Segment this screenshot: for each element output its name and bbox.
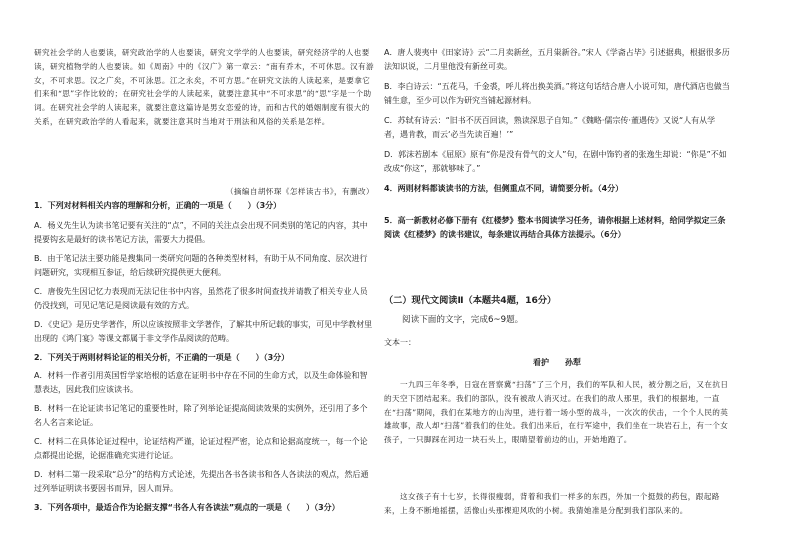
q2-option-d: D．材料二第一段采取“总分”的结构方式论述，先提出各书各读书和各人各读法的观点，然后通过列举证明读书要因书而异，因人而异。 bbox=[34, 470, 369, 493]
reading-instruction: 阅读下面的文字，完成6~9题。 bbox=[402, 315, 524, 325]
intro-passage: 研究社会学的人也要读，研究政治学的人也要读，研究文学学的人也要读，研究经济学的人也要读，研究植物学的人也要读。如《周南》中的《汉广》第一章云：“南有乔木，不可休思。汉有游女，不可求思。汉之广矣，不可泳思。江之永矣，不可方思。”在研究文法的人读起来，是要拿它们来和“思”字作比较的；在研究社会学的人读起来，就要注意其中“不可求思”的“思”字是一个助词。在研究社会学的人读起来，就要注意这篇诗是男女恋爱的诗，而和古代的婚姻制度有很大的关系，在研究政治学的人看起来，就要注意其时当地对于刑法和风俗的关系是怎样。 bbox=[34, 48, 375, 126]
text-label: 文本一： bbox=[384, 338, 416, 347]
q1-option-a: A．杨义先生认为读书笔记要有关注的“点”，不同的关注点会出现不同类别的笔记的内容，其中提要钩玄是最好的读书笔记方法，需要大力提倡。 bbox=[34, 221, 368, 244]
question-3: 3．下列各项中，最适合作为论据支撑“书各人有各读法”观点的一项是（ ）（3分） bbox=[34, 503, 340, 512]
q1-option-c: C．唐俊先生因记忆力表现而无法记住书中内容，虽然花了很多时间查找并请教了相关专业人员仍没找到，可见记笔记是阅读最有效的方式。 bbox=[34, 287, 368, 310]
question-2: 2．下列关于两则材料论证的相关分析，不正确的一项是（ ）（3分） bbox=[34, 353, 290, 362]
q2-option-c: C．材料二在具体论证过程中，论证结构严谨，论证过程严密，论点和论据高度统一，每一个论点都提出论据，论据准确充实进行论证。 bbox=[34, 437, 368, 460]
q1-option-b: B．由于笔记法主要功能是搜集同一类研究问题的各种类型材料，有助于从不同角度、层次进行问题研究，实现相互参证，给后续研究提供更大便利。 bbox=[34, 254, 368, 277]
story-paragraph-2: 这女孩子有十七岁，长得很瘦弱，背着和我们一样多的东西，外加一个挺鼓的药包，跟起路来，上身不断地摇摆，活像山头那棵迎风吹的小树。我猜她准是分配到我们部队来的。 bbox=[384, 492, 720, 515]
story-paragraph-1: 一九四三年冬季，日寇在晋察冀“扫荡”了三个月，我们的军队和人民，被分割之后，又在抗日的天空下团结起来。我们的部队，没有被敌人消灭过。在我们的敌人那里，我们的根据地，一直在“扫荡”期间，我们在某地方的山沟里，进行着一场小型的战斗，一次次的伏击，一个个人民的英雄故事，敌人却“扫荡”着我们的住处。我们出来后，在行军途中，我们坐在一块岩石上，有一个女孩子，一只脚踩在河边一块石头上，眼睛望着前边的山，开始地跑了。 bbox=[384, 380, 729, 445]
q3-option-d: D．郭沫若剧本《屈原》原有“你是没有骨气的文人”句，在剧中饰钓者的张逸生却说：“你是”不如改成“你这”，那就够味了。” bbox=[384, 150, 727, 173]
q1-option-d: D．《史记》是历史学著作，所以应该按照非文学著作，了解其中所记载的事实，可见中学教材里出现的《鸿门宴》等课文都属于非文学作品阅读的范畴。 bbox=[34, 320, 373, 343]
question-5: 5．高一新教材必修下册有《红楼梦》整本书阅读学习任务，请你根据上述材料，给同学拟定三条阅读《红楼梦》的读书建议，每条建议再结合具体方法提示。（6分） bbox=[384, 216, 726, 239]
passage-citation: （摘编自胡怀琛《怎样读古书》，有删改） bbox=[225, 187, 374, 196]
q3-option-c: C．苏轼有诗云：“旧书不厌百回读，熟读深思子自知。”《魏略·儒宗传·董遇传》又说“人有从学者，遇肯教，而云‘必当先读百遍！’” bbox=[384, 116, 716, 139]
section-title: （二）现代文阅读Ⅱ（本题共4题，16分） bbox=[384, 295, 557, 306]
q3-option-b: B．李白诗云：“五花马，千金裘，呼儿将出换美酒。”将这句话结合唐人小说可知，唐代酒店也做当铺生意，至少可以作为研究当铺起源材料。 bbox=[384, 82, 730, 105]
story-title: 看护 孙犁 bbox=[533, 358, 581, 367]
question-4: 4．两则材料都谈读书的方法，但侧重点不同，请简要分析。（4分） bbox=[384, 184, 624, 193]
q2-option-a: A．材料一作者引用英国哲学家培根的话意在证明书中存在不同的生命方式，以及生命体验和智慧表达，因此我们应该读书。 bbox=[34, 371, 368, 394]
q3-option-a: A．唐人裴夷中《田家诗》云“二月卖新丝，五月粜新谷。”宋人《学斋占毕》引述据典，根据很多历法知识说，二月里他没有新丝可卖。 bbox=[384, 48, 730, 71]
q2-option-b: B．材料一在论证读书记笔记的重要性时，除了列举论证提高阅读效果的实例外，还引用了多个名人名言来论证。 bbox=[34, 404, 368, 427]
question-1: 1．下列对材料相关内容的理解和分析，正确的一项是（ ）（3分） bbox=[34, 201, 282, 210]
